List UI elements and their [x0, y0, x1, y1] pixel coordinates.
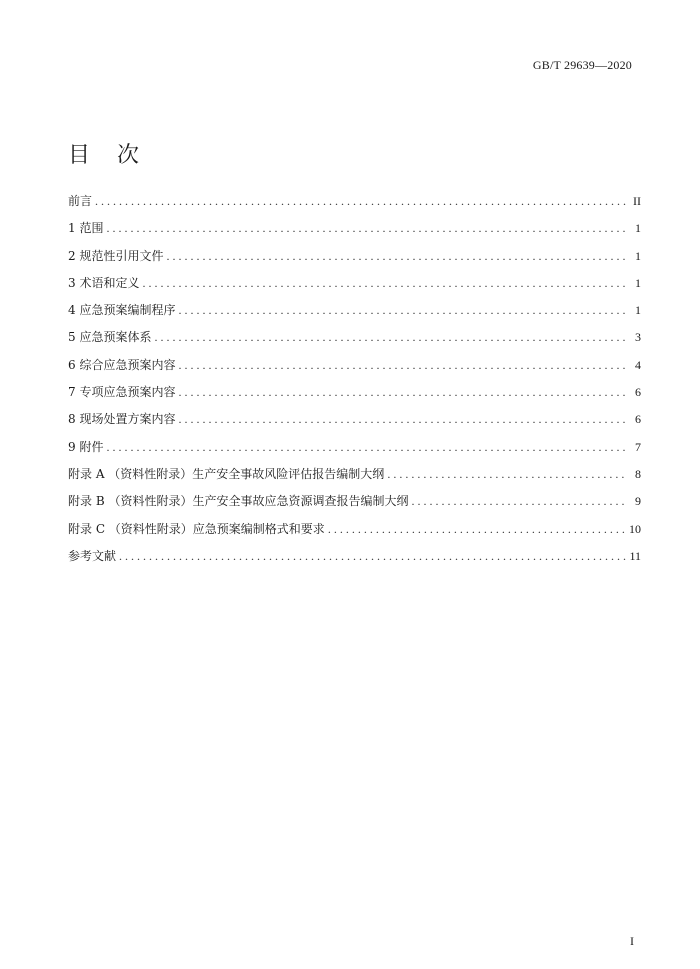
- table-of-contents: [68, 192, 641, 574]
- toc-entry-label: 参考文献: [68, 548, 117, 563]
- toc-entry-plan-system[interactable]: [68, 328, 641, 355]
- toc-entry-bibliography[interactable]: [68, 547, 641, 574]
- toc-entry-label: 8 现场处置方案内容: [68, 412, 176, 427]
- toc-entry-label: 6 综合应急预案内容: [68, 357, 176, 372]
- toc-dot-leader: [106, 440, 628, 455]
- toc-entry-label: 附录 A （资料性附录）生产安全事故风险评估报告编制大纲: [68, 466, 385, 481]
- toc-dot-leader: [387, 467, 628, 482]
- toc-dot-leader: [178, 412, 628, 427]
- toc-dot-leader: [95, 194, 628, 209]
- toc-entry-label: 7 专项应急预案内容: [68, 385, 176, 400]
- toc-entry-page: 1: [635, 248, 641, 263]
- toc-entry-page: 10: [629, 521, 641, 536]
- toc-entry-label: 9 附件: [68, 439, 104, 454]
- toc-entry-page: 11: [629, 548, 641, 563]
- toc-entry-label: 前言: [68, 194, 93, 208]
- toc-entry-page: 4: [635, 357, 641, 372]
- toc-entry-page: 1: [635, 275, 641, 290]
- toc-entry-page: 1: [635, 303, 641, 318]
- page-number: I: [630, 934, 634, 948]
- toc-entry-page: 6: [635, 412, 641, 427]
- toc-entry-page: 8: [635, 466, 641, 481]
- toc-entry-normative-references[interactable]: [68, 247, 641, 274]
- toc-dot-leader: [142, 276, 628, 291]
- toc-entry-label: 3 术语和定义: [68, 275, 140, 290]
- toc-entry-page: II: [633, 194, 641, 208]
- toc-dot-leader: [178, 358, 628, 373]
- toc-entry-appendix-b[interactable]: [68, 492, 641, 519]
- toc-entry-foreword[interactable]: [68, 192, 641, 219]
- toc-entry-label: 5 应急预案体系: [68, 330, 152, 345]
- toc-entry-appendix-a[interactable]: [68, 465, 641, 492]
- toc-entry-page: 6: [635, 385, 641, 400]
- toc-entry-page: 7: [635, 439, 641, 454]
- toc-dot-leader: [166, 249, 628, 264]
- toc-dot-leader: [178, 385, 628, 400]
- standard-code: GB/T 29639—2020: [532, 58, 632, 72]
- toc-entry-comprehensive-plan[interactable]: [68, 356, 641, 383]
- toc-dot-leader: [119, 549, 626, 564]
- toc-entry-special-plan[interactable]: [68, 383, 641, 410]
- toc-dot-leader: [328, 522, 626, 537]
- toc-entry-attachments[interactable]: [68, 438, 641, 465]
- toc-entry-label: 附录 B （资料性附录）生产安全事故应急资源调查报告编制大纲: [68, 494, 409, 509]
- toc-dot-leader: [411, 494, 628, 509]
- toc-dot-leader: [106, 221, 628, 236]
- toc-entry-label: 4 应急预案编制程序: [68, 303, 176, 318]
- page-title: 目 次: [68, 142, 149, 168]
- toc-entry-preparation-procedure[interactable]: [68, 301, 641, 328]
- toc-entry-terms-definitions[interactable]: [68, 274, 641, 301]
- toc-entry-page: 3: [635, 330, 641, 345]
- toc-entry-label: 2 规范性引用文件: [68, 248, 164, 263]
- toc-entry-page: 9: [635, 494, 641, 509]
- toc-entry-page: 1: [635, 221, 641, 236]
- toc-dot-leader: [178, 303, 628, 318]
- toc-entry-scope[interactable]: [68, 219, 641, 246]
- toc-entry-label: 附录 C （资料性附录）应急预案编制格式和要求: [68, 521, 325, 536]
- toc-entry-appendix-c[interactable]: [68, 520, 641, 547]
- toc-dot-leader: [154, 330, 628, 345]
- toc-entry-onsite-plan[interactable]: [68, 410, 641, 437]
- toc-entry-label: 1 范围: [68, 221, 104, 236]
